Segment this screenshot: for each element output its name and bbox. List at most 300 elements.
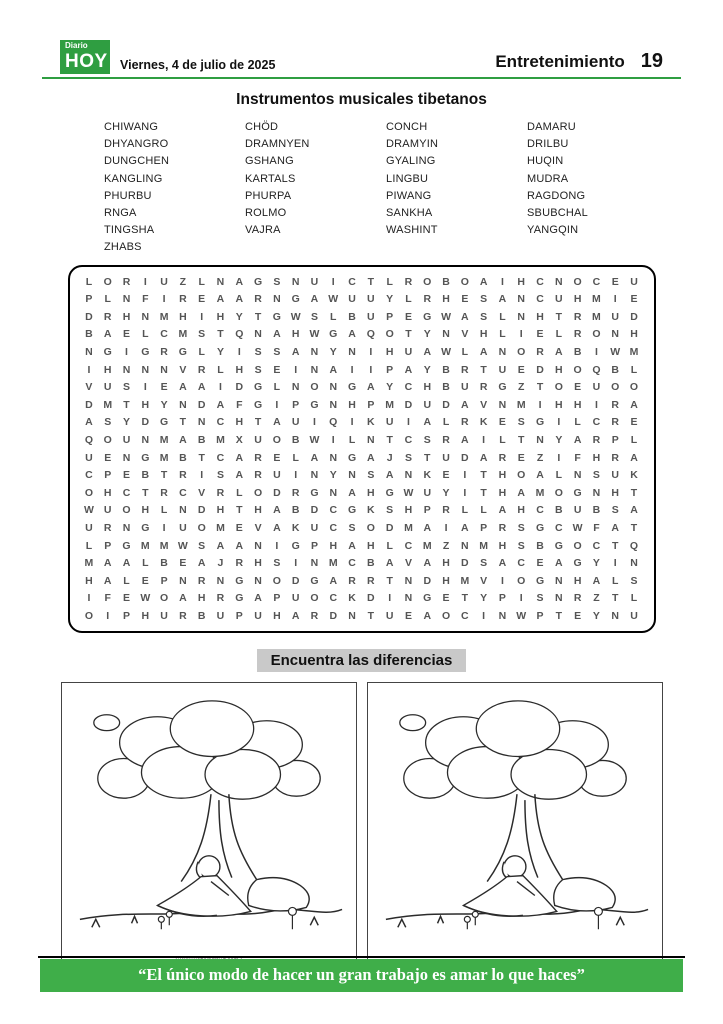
word-list-item: DRILBU bbox=[527, 138, 569, 151]
grid-letter: V bbox=[404, 557, 412, 570]
grid-letter: O bbox=[310, 381, 319, 394]
grid-letter: I bbox=[500, 574, 504, 587]
grid-letter: A bbox=[348, 539, 356, 552]
grid-letter: E bbox=[122, 328, 130, 341]
grid-letter: M bbox=[479, 539, 488, 552]
grid-letter: L bbox=[630, 592, 638, 605]
grid-letter: G bbox=[291, 293, 300, 306]
grid-letter: E bbox=[574, 609, 582, 622]
grid-letter: Y bbox=[329, 346, 337, 358]
grid-letter: O bbox=[84, 609, 93, 622]
grid-letter: P bbox=[104, 539, 112, 552]
logo-small-text: Diario bbox=[65, 41, 88, 50]
grid-letter: N bbox=[555, 275, 563, 288]
grid-letter: S bbox=[216, 469, 224, 482]
grid-letter: I bbox=[500, 275, 504, 288]
word-list-item: PIWANG bbox=[386, 189, 432, 202]
grid-letter: O bbox=[272, 574, 281, 587]
grid-letter: F bbox=[574, 451, 581, 464]
grid-letter: A bbox=[329, 574, 338, 587]
grid-letter: G bbox=[423, 592, 432, 605]
grid-letter: Y bbox=[555, 433, 563, 446]
grid-letter: N bbox=[179, 398, 187, 411]
grid-letter: C bbox=[404, 433, 413, 446]
grid-letter: A bbox=[329, 363, 338, 376]
grid-letter: A bbox=[423, 521, 432, 534]
grid-letter: R bbox=[235, 557, 244, 570]
grid-letter: H bbox=[442, 574, 450, 587]
grid-letter: H bbox=[517, 275, 526, 288]
grid-letter: L bbox=[630, 363, 638, 376]
grid-letter: H bbox=[197, 592, 206, 605]
grid-letter: N bbox=[329, 451, 338, 464]
grid-letter: R bbox=[254, 451, 262, 464]
grid-letter: N bbox=[310, 346, 319, 358]
grid-letter: N bbox=[630, 557, 638, 570]
grid-letter: E bbox=[198, 293, 206, 306]
grid-letter: U bbox=[103, 504, 112, 517]
grid-letter: H bbox=[573, 293, 582, 306]
grid-letter: O bbox=[366, 521, 375, 534]
grid-letter: I bbox=[594, 398, 598, 411]
grid-letter: K bbox=[479, 416, 488, 429]
grid-letter: I bbox=[237, 346, 241, 358]
grid-letter: N bbox=[404, 574, 413, 587]
grid-letter: B bbox=[442, 381, 450, 394]
grid-letter: I bbox=[106, 609, 110, 622]
grid-letter: P bbox=[235, 609, 243, 622]
grid-letter: C bbox=[536, 293, 544, 306]
grid-letter: U bbox=[367, 293, 375, 306]
grid-letter: U bbox=[122, 433, 131, 446]
grid-letter: T bbox=[179, 416, 187, 429]
grid-letter: A bbox=[273, 416, 281, 429]
grid-letter: N bbox=[291, 381, 300, 394]
grid-letter: R bbox=[461, 363, 469, 376]
grid-letter: W bbox=[441, 346, 451, 358]
grid-letter: C bbox=[592, 275, 601, 288]
grid-letter: T bbox=[254, 310, 262, 323]
grid-letter: H bbox=[630, 328, 638, 341]
grid-letter: S bbox=[367, 469, 375, 482]
grid-letter: C bbox=[160, 328, 168, 341]
grid-letter: G bbox=[253, 381, 263, 394]
grid-letter: E bbox=[273, 363, 281, 376]
grid-letter: A bbox=[273, 504, 281, 517]
grid-letter: B bbox=[611, 363, 619, 376]
grid-letter: S bbox=[122, 381, 130, 394]
grid-letter: G bbox=[573, 557, 582, 570]
grid-letter: M bbox=[159, 539, 169, 552]
grid-row bbox=[80, 344, 644, 362]
grid-row bbox=[80, 467, 644, 485]
grid-letter: H bbox=[385, 346, 394, 358]
grid-letter: C bbox=[329, 521, 338, 534]
grid-letter: C bbox=[85, 469, 93, 482]
grid-letter: C bbox=[461, 609, 469, 622]
grid-letter: N bbox=[179, 574, 187, 587]
grid-letter: L bbox=[480, 504, 487, 517]
grid-letter: U bbox=[291, 592, 300, 605]
grid-letter: B bbox=[85, 328, 93, 341]
grid-letter: I bbox=[350, 416, 354, 429]
grid-letter: R bbox=[423, 293, 432, 306]
grid-letter: H bbox=[573, 574, 582, 587]
grid-letter: R bbox=[573, 310, 582, 323]
grid-letter: G bbox=[272, 310, 281, 323]
grid-letter: N bbox=[555, 592, 563, 605]
grid-letter: B bbox=[592, 504, 601, 517]
grid-letter: L bbox=[330, 310, 337, 323]
grid-letter: K bbox=[423, 469, 432, 482]
grid-letter: R bbox=[291, 486, 300, 499]
grid-letter: U bbox=[103, 381, 112, 394]
grid-letter: A bbox=[498, 557, 507, 570]
grid-letter: N bbox=[498, 609, 507, 622]
grid-letter: H bbox=[367, 486, 375, 499]
grid-letter: L bbox=[104, 293, 111, 306]
word-list-item: RAGDONG bbox=[527, 189, 586, 202]
grid-letter: N bbox=[592, 486, 601, 499]
grid-letter: D bbox=[291, 574, 300, 587]
word-list-item: GSHANG bbox=[245, 155, 294, 168]
grid-letter: U bbox=[385, 609, 394, 622]
grid-letter: W bbox=[516, 609, 527, 622]
word-list-item: DHYANGRO bbox=[104, 138, 169, 151]
grid-letter: A bbox=[179, 433, 187, 446]
grid-letter: K bbox=[367, 416, 375, 429]
grid-row bbox=[80, 538, 644, 556]
grid-letter: G bbox=[347, 451, 357, 464]
word-search-title: Instrumentos musicales tibetanos bbox=[236, 91, 487, 108]
grid-letter: I bbox=[294, 557, 298, 570]
grid-letter: M bbox=[159, 433, 169, 446]
grid-letter: O bbox=[573, 275, 582, 288]
grid-letter: U bbox=[461, 381, 469, 394]
grid-letter: O bbox=[253, 486, 263, 499]
grid-letter: G bbox=[235, 592, 244, 605]
grid-letter: R bbox=[254, 469, 262, 482]
grid-letter: R bbox=[216, 592, 225, 605]
grid-letter: I bbox=[369, 363, 373, 376]
grid-letter: N bbox=[197, 416, 206, 429]
grid-letter: A bbox=[235, 469, 244, 482]
grid-letter: A bbox=[310, 293, 319, 306]
grid-letter: L bbox=[292, 451, 299, 464]
grid-letter: M bbox=[216, 433, 225, 446]
grid-letter: D bbox=[141, 416, 150, 429]
grid-row bbox=[80, 450, 644, 468]
grid-letter: W bbox=[572, 521, 583, 534]
grid-letter: Z bbox=[442, 539, 450, 552]
grid-letter: P bbox=[292, 398, 300, 411]
grid-letter: A bbox=[461, 433, 469, 446]
grid-letter: H bbox=[179, 310, 187, 323]
grid-row bbox=[80, 555, 644, 573]
grid-letter: B bbox=[536, 539, 544, 552]
grid-letter: T bbox=[217, 328, 224, 341]
grid-letter: A bbox=[216, 398, 225, 411]
grid-letter: D bbox=[423, 574, 432, 587]
grid-letter: N bbox=[573, 469, 582, 482]
grid-letter: G bbox=[235, 574, 244, 587]
grid-letter: S bbox=[348, 521, 356, 534]
grid-letter: O bbox=[517, 346, 526, 358]
grid-letter: H bbox=[254, 504, 262, 517]
grid-letter: C bbox=[404, 539, 413, 552]
grid-letter: L bbox=[348, 433, 356, 446]
grid-letter: H bbox=[85, 574, 93, 587]
grid-letter: A bbox=[291, 609, 300, 622]
grid-letter: G bbox=[253, 275, 263, 288]
grid-letter: A bbox=[197, 557, 206, 570]
word-list-item: SANKHA bbox=[386, 207, 433, 220]
word-list-item: HUQIN bbox=[527, 155, 564, 168]
grid-letter: T bbox=[424, 451, 431, 464]
grid-letter: S bbox=[198, 328, 206, 341]
grid-letter: T bbox=[123, 398, 130, 411]
grid-letter: A bbox=[461, 521, 469, 534]
grid-letter: B bbox=[291, 433, 300, 446]
grid-letter: M bbox=[404, 521, 413, 534]
grid-row bbox=[80, 397, 644, 415]
grid-letter: Y bbox=[442, 486, 450, 499]
grid-letter: O bbox=[554, 486, 563, 499]
grid-letter: H bbox=[216, 310, 225, 323]
grid-letter: T bbox=[630, 486, 638, 499]
grid-letter: H bbox=[498, 469, 507, 482]
grid-letter: T bbox=[518, 433, 525, 446]
grid-letter: H bbox=[216, 504, 225, 517]
grid-letter: O bbox=[103, 433, 112, 446]
grid-letter: I bbox=[557, 451, 561, 464]
grid-letter: L bbox=[142, 328, 149, 341]
grid-letter: U bbox=[85, 521, 93, 534]
word-list-item: WASHINT bbox=[386, 224, 438, 237]
grid-letter: O bbox=[103, 275, 112, 288]
grid-letter: S bbox=[104, 416, 112, 429]
grid-letter: A bbox=[479, 346, 488, 358]
grid-row bbox=[80, 608, 644, 626]
grid-letter: R bbox=[611, 416, 619, 429]
grid-letter: H bbox=[592, 451, 601, 464]
grid-letter: S bbox=[536, 592, 544, 605]
grid-letter: P bbox=[386, 363, 394, 376]
grid-letter: A bbox=[423, 346, 432, 358]
footer-rule bbox=[38, 956, 685, 958]
grid-letter: B bbox=[573, 346, 582, 358]
grid-letter: P bbox=[122, 609, 130, 622]
grid-letter: H bbox=[498, 539, 507, 552]
grid-letter: A bbox=[367, 381, 375, 394]
grid-letter: P bbox=[160, 574, 168, 587]
grid-letter: E bbox=[517, 363, 525, 376]
grid-letter: Z bbox=[518, 381, 525, 394]
grid-letter: P bbox=[423, 504, 431, 517]
grid-letter: S bbox=[630, 574, 638, 587]
grid-letter: A bbox=[235, 293, 244, 306]
grid-letter: O bbox=[573, 539, 582, 552]
grid-letter: S bbox=[517, 521, 525, 534]
grid-letter: T bbox=[405, 328, 412, 341]
grid-letter: N bbox=[310, 363, 319, 376]
grid-letter: O bbox=[272, 433, 281, 446]
grid-letter: A bbox=[235, 275, 244, 288]
grid-letter: U bbox=[423, 486, 432, 499]
grid-letter: M bbox=[516, 398, 526, 411]
grid-letter: L bbox=[461, 504, 469, 517]
grid-letter: L bbox=[555, 469, 563, 482]
grid-letter: A bbox=[573, 433, 582, 446]
grid-letter: I bbox=[275, 398, 279, 411]
grid-row bbox=[80, 590, 644, 608]
grid-letter: E bbox=[141, 574, 149, 587]
scene-drawing bbox=[368, 683, 662, 967]
grid-letter: N bbox=[329, 398, 338, 411]
grid-letter: I bbox=[538, 398, 542, 411]
grid-letter: N bbox=[498, 346, 507, 358]
grid-letter: W bbox=[309, 328, 320, 341]
grid-letter: Q bbox=[84, 433, 93, 446]
grid-letter: A bbox=[235, 539, 244, 552]
grid-letter: R bbox=[197, 574, 206, 587]
grid-letter: Y bbox=[423, 363, 431, 376]
grid-letter: K bbox=[630, 469, 638, 482]
grid-letter: B bbox=[197, 609, 206, 622]
grid-letter: G bbox=[141, 521, 150, 534]
grid-letter: U bbox=[160, 609, 168, 622]
grid-letter: T bbox=[367, 275, 375, 288]
grid-letter: T bbox=[198, 451, 205, 464]
grid-letter: K bbox=[291, 521, 300, 534]
grid-letter: L bbox=[461, 346, 469, 358]
grid-letter: N bbox=[122, 451, 131, 464]
grid-letter: Y bbox=[423, 328, 431, 341]
word-list-item: TINGSHA bbox=[104, 224, 155, 237]
grid-letter: I bbox=[219, 381, 222, 394]
grid-letter: H bbox=[367, 539, 375, 552]
grid-letter: P bbox=[611, 433, 619, 446]
grid-letter: P bbox=[104, 469, 112, 482]
word-column bbox=[104, 119, 245, 257]
grid-letter: A bbox=[103, 328, 112, 341]
grid-letter: O bbox=[573, 363, 582, 376]
grid-letter: B bbox=[348, 310, 356, 323]
footer-quote-bar bbox=[40, 959, 683, 992]
grid-letter: A bbox=[630, 504, 638, 517]
grid-letter: G bbox=[329, 328, 338, 341]
grid-letter: T bbox=[142, 486, 149, 499]
grid-row bbox=[80, 485, 644, 503]
page-header bbox=[42, 40, 681, 79]
grid-letter: M bbox=[178, 328, 188, 341]
grid-letter: U bbox=[179, 521, 187, 534]
grid-letter: N bbox=[179, 504, 187, 517]
word-search-grid bbox=[68, 265, 656, 633]
grid-letter: U bbox=[273, 469, 281, 482]
grid-letter: B bbox=[367, 557, 375, 570]
grid-letter: S bbox=[480, 310, 488, 323]
grid-letter: Z bbox=[536, 451, 544, 464]
grid-letter: G bbox=[310, 486, 319, 499]
grid-letter: I bbox=[406, 416, 410, 429]
difference-image-left bbox=[61, 682, 357, 968]
grid-letter: A bbox=[423, 416, 432, 429]
grid-letter: W bbox=[140, 592, 151, 605]
grid-letter: S bbox=[592, 469, 600, 482]
grid-letter: Y bbox=[216, 346, 224, 358]
grid-letter: L bbox=[273, 381, 281, 394]
grid-letter: M bbox=[592, 293, 601, 306]
grid-letter: H bbox=[103, 363, 112, 376]
grid-letter: A bbox=[216, 539, 225, 552]
grid-letter: O bbox=[423, 275, 432, 288]
grid-letter: L bbox=[386, 275, 393, 288]
grid-letter: B bbox=[442, 275, 450, 288]
grid-letter: Y bbox=[122, 416, 130, 429]
grid-letter: A bbox=[461, 310, 469, 323]
scene-drawing bbox=[62, 683, 356, 967]
grid-letter: P bbox=[480, 521, 488, 534]
grid-letter: E bbox=[536, 328, 544, 341]
grid-letter: D bbox=[310, 504, 319, 517]
grid-letter: S bbox=[480, 557, 488, 570]
word-column bbox=[527, 119, 668, 257]
grid-letter: I bbox=[200, 310, 204, 323]
grid-letter: E bbox=[630, 293, 638, 306]
grid-letter: A bbox=[479, 451, 488, 464]
grid-letter: E bbox=[461, 293, 469, 306]
grid-letter: K bbox=[348, 592, 356, 605]
grid-letter: A bbox=[385, 557, 394, 570]
grid-letter: M bbox=[385, 398, 395, 411]
grid-letter: U bbox=[85, 451, 93, 464]
differences-images bbox=[42, 682, 681, 968]
grid-letter: N bbox=[141, 310, 150, 323]
issue-date: Viernes, 4 de julio de 2025 bbox=[120, 58, 276, 72]
grid-letter: A bbox=[103, 574, 112, 587]
grid-letter: O bbox=[385, 328, 394, 341]
grid-letter: G bbox=[291, 539, 300, 552]
grid-letter: S bbox=[273, 346, 281, 358]
grid-letter: B bbox=[179, 451, 187, 464]
grid-letter: W bbox=[403, 486, 414, 499]
grid-letter: T bbox=[555, 310, 563, 323]
grid-letter: A bbox=[385, 469, 394, 482]
grid-letter: H bbox=[479, 328, 488, 341]
grid-letter: I bbox=[463, 486, 467, 499]
grid-letter: O bbox=[629, 381, 639, 394]
grid-letter: C bbox=[179, 486, 187, 499]
grid-letter: Y bbox=[592, 609, 600, 622]
grid-letter: N bbox=[216, 275, 225, 288]
grid-letter: O bbox=[517, 469, 526, 482]
grid-letter: N bbox=[310, 469, 319, 482]
grid-letter: R bbox=[611, 451, 619, 464]
grid-letter: W bbox=[441, 310, 451, 323]
grid-letter: O bbox=[84, 486, 93, 499]
grid-letter: L bbox=[236, 486, 243, 499]
grid-letter: I bbox=[331, 433, 335, 446]
grid-letter: A bbox=[273, 328, 281, 341]
grid-letter: H bbox=[555, 398, 563, 411]
grid-letter: I bbox=[613, 557, 617, 570]
grid-letter: N bbox=[160, 363, 168, 376]
grid-letter: J bbox=[386, 451, 393, 464]
grid-letter: P bbox=[367, 398, 375, 411]
grid-letter: U bbox=[573, 504, 582, 517]
grid-letter: D bbox=[385, 521, 394, 534]
